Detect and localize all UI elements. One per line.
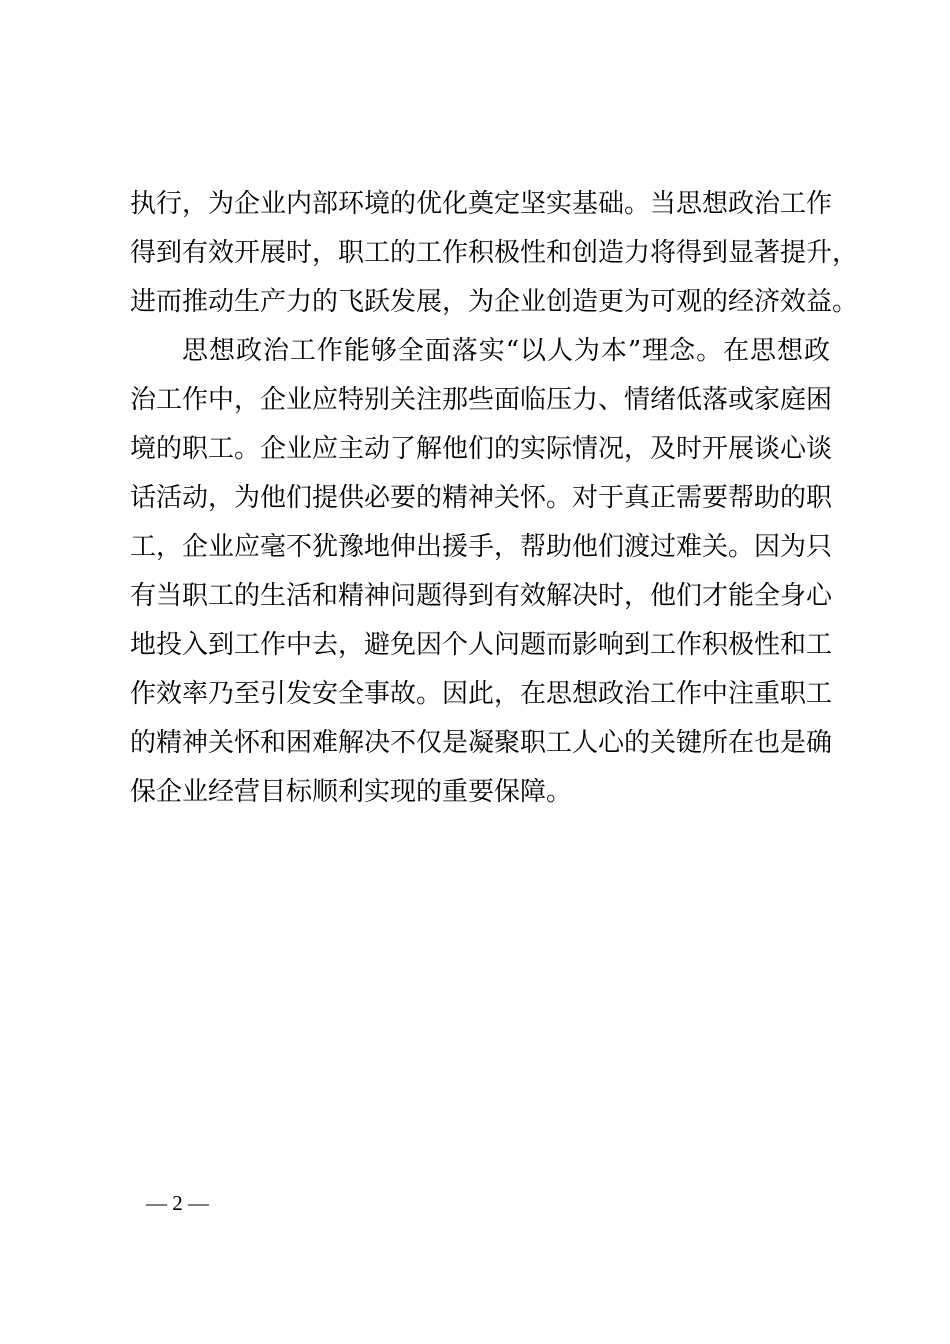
text-line: 境的职工。企业应主动了解他们的实际情况，及时开展谈心谈	[130, 434, 833, 464]
text-line: 得到有效开展时，职工的工作积极性和创造力将得到显著提升，	[130, 238, 859, 268]
text-line: 地投入到工作中去，避免因个人问题而影响到工作积极性和工	[130, 630, 833, 660]
text-line: 作效率乃至引发安全事故。因此，在思想政治工作中注重职工	[130, 679, 833, 709]
text-line: 保企业经营目标顺利实现的重要保障。	[130, 777, 573, 807]
text-line: 执行，为企业内部环境的优化奠定坚实基础。当思想政治工作	[130, 189, 833, 219]
text-line: 话活动，为他们提供必要的精神关怀。对于真正需要帮助的职	[130, 483, 833, 513]
text-line: 进而推动生产力的飞跃发展，为企业创造更为可观的经济效益。	[130, 287, 859, 317]
text-line: 工，企业应毫不犹豫地伸出援手，帮助他们渡过难关。因为只	[130, 532, 833, 562]
text-line: 治工作中，企业应特别关注那些面临压力、情绪低落或家庭困	[130, 385, 833, 415]
body-text	[130, 180, 859, 817]
text-line: 的精神关怀和困难解决不仅是凝聚职工人心的关键所在也是确	[130, 728, 833, 758]
page-number: — 2 —	[146, 1191, 209, 1215]
text-line: 有当职工的生活和精神问题得到有效解决时，他们才能全身心	[130, 581, 833, 611]
text-line: 思想政治工作能够全面落实“以人为本”理念。在思想政	[182, 336, 830, 366]
